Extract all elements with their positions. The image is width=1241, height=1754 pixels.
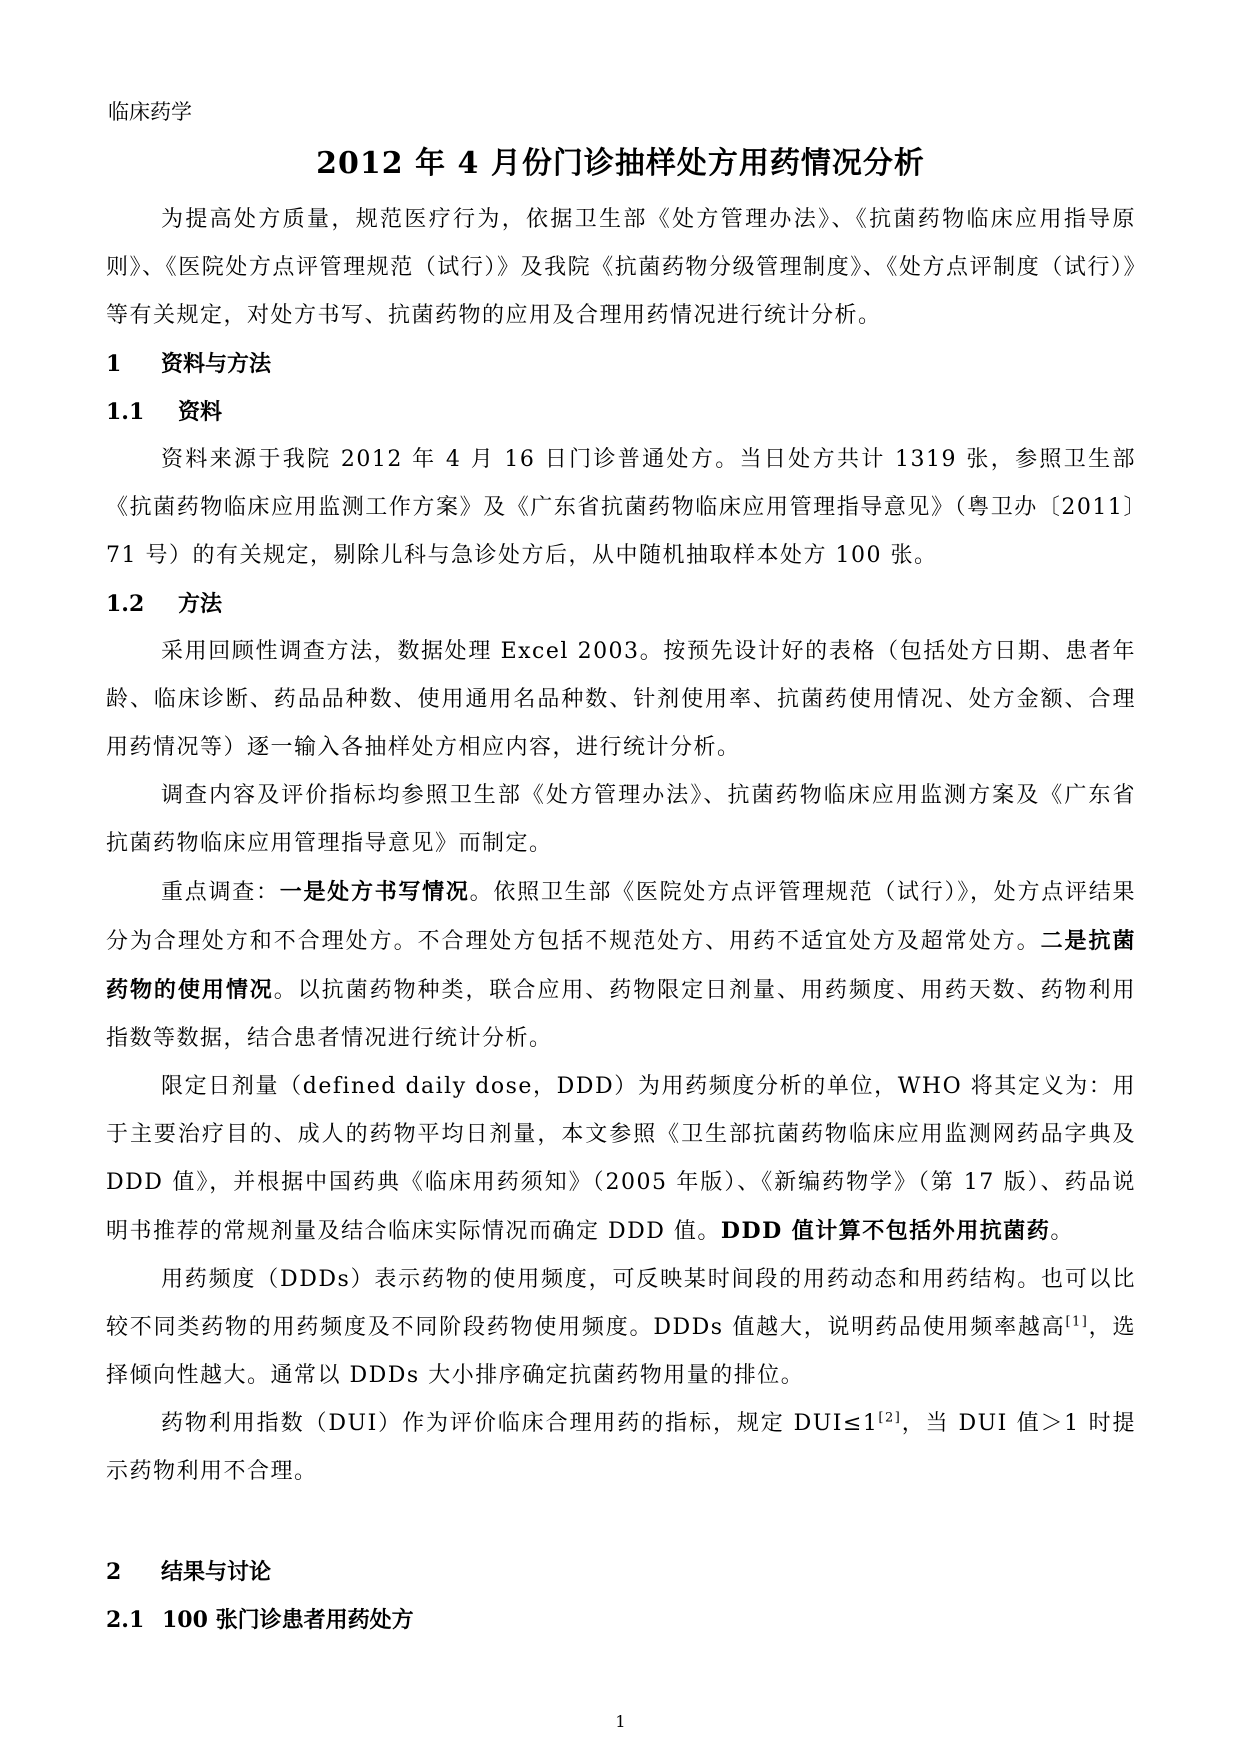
- section-number: 2.1: [106, 1607, 145, 1633]
- paragraph-text: 。以抗菌药物种类，联合应用、药物限定日剂量、用药频度、用药天数、药物利用指数等数据，结合患者情况进行统计分析。: [106, 978, 1136, 1051]
- paragraph-text: ，当 DUI 值＞1 时提示药物利用不合理。: [106, 1411, 1136, 1484]
- citation-ref: [2]: [878, 1410, 902, 1426]
- paragraph-text: ，选择倾向性越大。通常以 DDDs 大小排序确定抗菌药物用量的排位。: [106, 1315, 1136, 1388]
- methods-paragraph-2: 调查内容及评价指标均参照卫生部《处方管理办法》、抗菌药物临床应用监测方案及《广东省抗菌药物临床应用管理指导意见》而制定。: [106, 783, 1136, 856]
- methods-paragraph-4: [106, 1063, 1136, 1256]
- page-number: 1: [615, 1712, 626, 1731]
- section-number: 1.2: [106, 591, 145, 617]
- paragraph-text: 。依照卫生部《医院处方点评管理规范（试行）》，处方点评结果分为合理处方和不合理处方。不合理处方包括不规范处方、用药不适宜处方及超常处方。: [106, 880, 1136, 954]
- header-label: 临床药学: [108, 100, 192, 124]
- section-heading-1-2: [106, 580, 1136, 628]
- document-body: [106, 196, 1136, 1644]
- emphasis-text: 一是处方书写情况: [279, 879, 470, 905]
- section-title: 100 张门诊患者用药处方: [162, 1607, 414, 1633]
- section-title: 资料: [178, 399, 223, 425]
- section-spacer: [106, 1496, 1136, 1548]
- emphasis-text: 二是抗菌药物的使用情况: [106, 928, 1136, 1003]
- methods-paragraph-5: [106, 1256, 1136, 1400]
- methods-paragraph-1: 采用回顾性调查方法，数据处理 Excel 2003。按预先设计好的表格（包括处方日期、患者年龄、临床诊断、药品品种数、使用通用名品种数、针剂使用率、抗菌药使用情况、处方金额、合理用药情况等）逐一输入各抽样处方相应内容，进行统计分析。: [106, 639, 1136, 760]
- section-title: 结果与讨论: [161, 1559, 272, 1585]
- section-number: 1.1: [106, 399, 145, 425]
- paragraph-text: 限定日剂量（defined daily dose，DDD）为用药频度分析的单位，WHO 将其定义为：用于主要治疗目的、成人的药物平均日剂量，本文参照《卫生部抗菌药物临床应用监测网药品字典及 DDD 值》，并根据中国药典《临床用药须知》（2005 年版）、《新编药物学》（第 17 版）、药品说明书推荐的常规剂量及结合临床实际情况而确定 DDD 值。: [106, 1074, 1136, 1244]
- section-title: 资料与方法: [161, 351, 272, 377]
- citation-ref: [1]: [1065, 1314, 1089, 1330]
- methods-paragraph-6: [106, 1400, 1136, 1496]
- emphasis-text: DDD 值计算不包括外用抗菌药: [720, 1218, 1051, 1244]
- section-heading-1-1: [106, 388, 1136, 436]
- section-number: 1: [106, 351, 122, 377]
- methods-paragraph-3: [106, 868, 1136, 1063]
- materials-paragraph: 资料来源于我院 2012 年 4 月 16 日门诊普通处方。当日处方共计 1319 张，参照卫生部《抗菌药物临床应用监测工作方案》及《广东省抗菌药物临床应用管理指导意见》（粤卫办〔2011〕71 号）的有关规定，剔除儿科与急诊处方后，从中随机抽取样本处方 100 张。: [106, 447, 1136, 568]
- paragraph-lead: 重点调查：: [161, 880, 280, 905]
- intro-paragraph: 为提高处方质量，规范医疗行为，依据卫生部《处方管理办法》、《抗菌药物临床应用指导原则》、《医院处方点评管理规范（试行）》及我院《抗菌药物分级管理制度》、《处方点评制度（试行）》等有关规定，对处方书写、抗菌药物的应用及合理用药情况进行统计分析。: [106, 207, 1136, 328]
- paragraph-text: 。: [1050, 1219, 1074, 1244]
- section-heading-2: [106, 1548, 1136, 1596]
- section-number: 2: [106, 1559, 122, 1585]
- page-title: 2012 年 4 月份门诊抽样处方用药情况分析: [316, 146, 925, 181]
- section-title: 方法: [178, 591, 223, 617]
- paragraph-text: 用药频度（DDDs）表示药物的使用频度，可反映某时间段的用药动态和用药结构。也可以比较不同类药物的用药频度及不同阶段药物使用频度。DDDs 值越大，说明药品使用频率越高: [106, 1267, 1136, 1340]
- paragraph-text: 药物利用指数（DUI）作为评价临床合理用药的指标，规定 DUI≤1: [161, 1411, 879, 1436]
- section-heading-2-1: [106, 1596, 1136, 1644]
- section-heading-1: [106, 340, 1136, 388]
